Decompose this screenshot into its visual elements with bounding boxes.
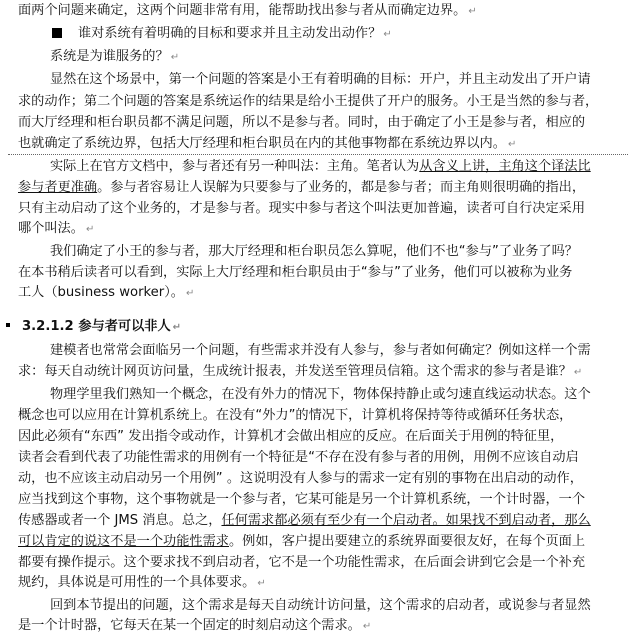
- text-line: 系统是为谁服务的？ ↵: [50, 49, 180, 64]
- text-line: 概念也可以应用在计算机系统上。在没有“外力”的情况下，计算机将保持等待或循环任务状态，: [18, 408, 573, 423]
- text-line: 实际上在官方文档中，参与者还有另一种叫法：主角。笔者认为从含义上讲，主角这个译法比: [50, 159, 591, 174]
- section-heading: 3.2.1.2 参与者可以非人 ↵: [22, 319, 182, 334]
- square-bullet-icon: [52, 28, 62, 38]
- text-line: 建模者也常常会面临另一个问题，有些需求并没有人参与，参与者如何确定？例如这样一个需: [50, 343, 591, 358]
- text-line: 面两个问题来确定，这两个问题非常有用，能帮助找出参与者从而确定边界。 ↵: [18, 3, 477, 18]
- text-line: 而大厅经理和柜台职员都不满足问题，所以不是参与者。同时，由于确定了小王是参与者，相应的: [18, 115, 586, 130]
- text-line: 在本书稍后读者可以看到，实际上大厅经理和柜台职员由于“参与”了业务，他们可以被称为业务: [18, 265, 573, 280]
- text-line: 物理学里我们熟知一个概念，在没有外力的情况下，物体保持静止或匀速直线运动状态。这个: [50, 387, 591, 402]
- text-line: 求的动作；第二个问题的答案是系统运作的结果是给小王提供了开户的服务。小王是当然的参与者，: [18, 94, 599, 109]
- text-line: 我们确定了小王的参与者，那大厅经理和柜台职员怎么算呢，他们不也“参与”了业务了吗？: [50, 244, 578, 259]
- heading-marker-icon: [6, 323, 10, 327]
- text-line: 工人（business worker）。 ↵: [18, 285, 195, 300]
- text-line: 都要有操作提示。这个要求找不到启动者，它不是一个功能性需求，在后面会讲到它会是一个补充: [18, 555, 586, 570]
- text-line: 也就确定了系统边界，包括大厅经理和柜台职员在内的其他事物都在系统边界以内。 ↵: [18, 136, 517, 151]
- text-line: 读者会看到代表了功能性需求的用例有一个特征是“不存在没有参与者的用例，用例不应该自动启: [18, 450, 579, 465]
- text-line: 动，也不应该主动启动另一个用例” 。这说明没有人参与的需求一定有别的事物在出启动的动作，: [18, 471, 583, 486]
- section-break-divider: [8, 154, 628, 155]
- text-line: 规约，具体说是可用性的一个具体要求。 ↵: [18, 575, 266, 590]
- text-line: 可以肯定的说这不是一个功能性需求。例如，客户提出要建立的系统界面要很友好，在每个页面上: [18, 534, 586, 549]
- text-line: 只有主动启动了这个业务的，才是参与者。现实中参与者这个叫法更加普遍，读者可自行决定采用: [18, 201, 586, 216]
- text-line: 显然在这个场景中，第一个问题的答案是小王有着明确的目标：开户，并且主动发出了开户请: [50, 72, 591, 87]
- text-line: 应当找到这个事物，这个事物就是一个参与者，它某可能是另一个计算机系统，一个计时器，一个: [18, 492, 586, 507]
- text-line: 谁对系统有着明确的目标和要求并且主动发出动作？ ↵: [78, 26, 392, 41]
- text-line: 回到本节提出的问题，这个需求是每天自动统计访问量，这个需求的启动者，或说参与者显然: [50, 598, 591, 613]
- text-line: 参与者更准确。参与者容易让人误解为只要参与了业务的，都是参与者；而主角则很明确的指出，: [18, 180, 586, 195]
- text-line: 哪个叫法。 ↵: [18, 221, 95, 236]
- text-line: 传感器或者一个 JMS 消息。总之，任何需求都必须有至少有一个启动者。如果找不到启动者，那么: [18, 513, 591, 528]
- text-line: 是一个计时器，它每天在某一个固定的时刻启动这个需求。 ↵: [18, 618, 372, 633]
- text-line: 求：每天自动统计网页访问量，生成统计报表，并发送至管理员信箱。这个需求的参与者是谁？ ↵: [18, 364, 583, 379]
- text-line: 因此必须有“东西” 发出指令或动作，计算机才会做出相应的反应。在后面关于用例的特征里，: [18, 429, 564, 444]
